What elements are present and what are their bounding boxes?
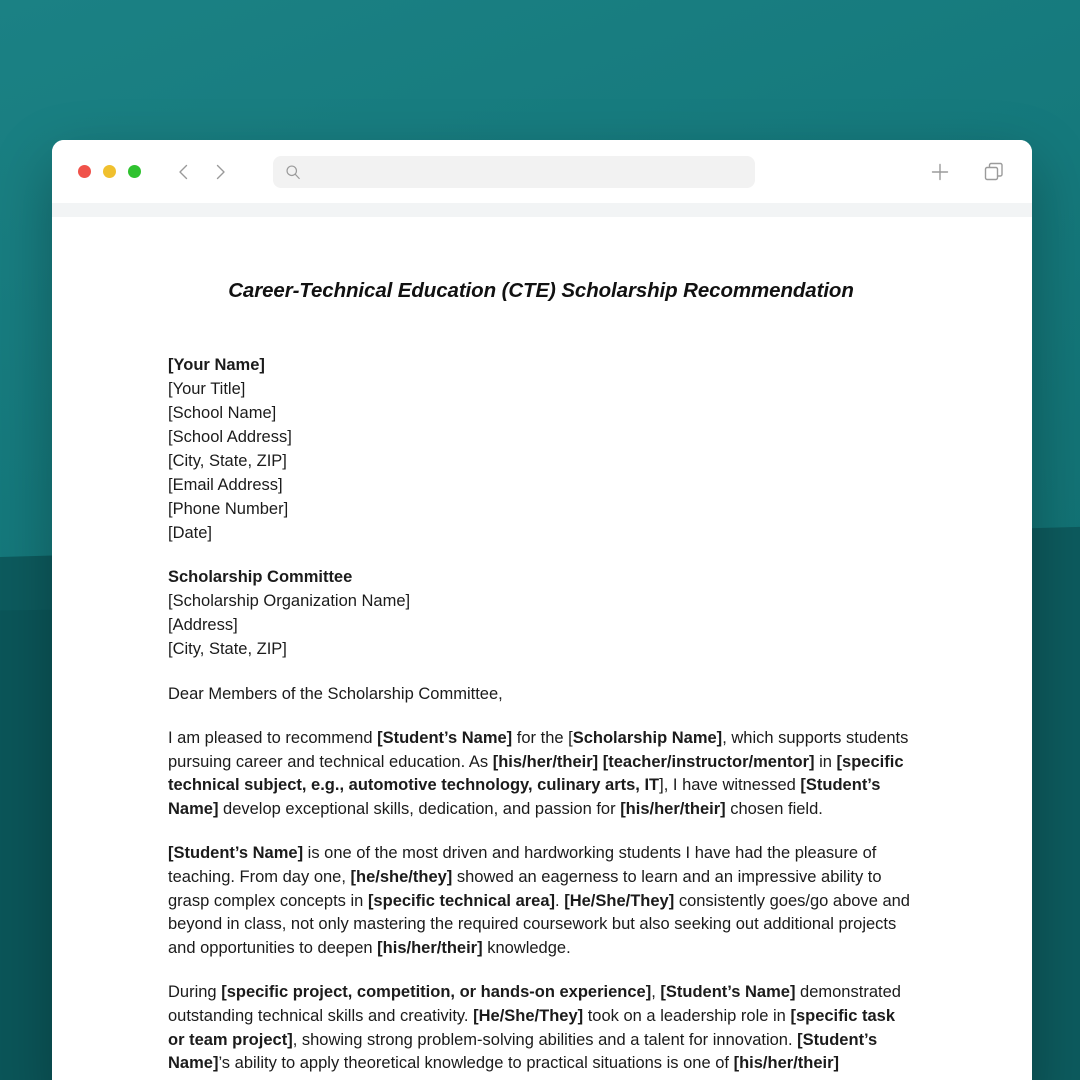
browser-toolbar — [52, 140, 1032, 203]
body-text: , — [651, 982, 661, 1001]
copy-tabs-icon[interactable] — [982, 160, 1006, 184]
recipient-line: [Address] — [168, 616, 238, 634]
placeholder-token: [Student’s Name] — [168, 1030, 878, 1073]
body-text: develop exceptional skills, dedication, and passion for — [218, 800, 621, 819]
placeholder-token: [he/she/they] — [350, 867, 453, 886]
sender-line: [School Address] — [168, 428, 292, 446]
sender-line: [City, State, ZIP] — [168, 452, 287, 470]
search-bar[interactable] — [273, 156, 755, 188]
body-text: chosen field. — [725, 800, 823, 819]
sender-line: [Email Address] — [168, 476, 283, 494]
body-text: knowledge. — [482, 939, 571, 958]
body-text: in — [814, 752, 837, 771]
recipient-line: [Scholarship Organization Name] — [168, 592, 411, 610]
placeholder-token: [Student’s Name] — [660, 982, 796, 1001]
sender-line: [Date] — [168, 524, 213, 542]
placeholder-token: [his/her/their] — [733, 1054, 840, 1073]
recipient-line: [City, State, ZIP] — [168, 640, 287, 658]
page-title: Career-Technical Education (CTE) Scholarship Recommendation — [228, 279, 854, 302]
body-text: , which supports students pursuing career and technical education. As — [168, 728, 909, 771]
body-text: is one of the most driven and hardworking students I have had the pleasure of teaching. From day one, — [168, 843, 877, 886]
browser-window — [52, 140, 1032, 1080]
placeholder-token: [Student’s Name] — [168, 843, 304, 862]
placeholder-token: [his/her/their] [teacher/instructor/mentor] — [492, 752, 815, 771]
recipient-line: Scholarship Committee — [168, 568, 353, 586]
window-controls[interactable] — [78, 165, 141, 178]
body-paragraph — [168, 842, 914, 961]
navigation-controls[interactable] — [173, 161, 231, 183]
body-text: ], I have witnessed — [659, 776, 801, 795]
placeholder-token: [Student’s Name] — [168, 776, 881, 819]
letter-body — [168, 727, 914, 1076]
body-text: took on a leadership role in — [583, 1006, 791, 1025]
body-text: I am pleased to recommend — [168, 728, 378, 747]
placeholder-token: [his/her/their] — [377, 939, 483, 958]
plus-icon[interactable] — [928, 160, 952, 184]
block-spacer — [168, 545, 914, 565]
salutation: Dear Members of the Scholarship Committee, — [168, 685, 503, 703]
placeholder-token: [He/She/They] — [564, 891, 675, 910]
placeholder-token: [specific task or team project] — [168, 1006, 896, 1049]
chevron-left-icon[interactable] — [173, 161, 195, 183]
sender-line: [School Name] — [168, 404, 277, 422]
close-window-button[interactable] — [78, 165, 91, 178]
body-paragraph — [168, 981, 914, 1076]
sender-line: [Phone Number] — [168, 500, 289, 518]
body-text: , showing strong problem-solving abilities and a talent for innovation. — [292, 1030, 798, 1049]
sender-line: [Your Title] — [168, 380, 246, 398]
maximize-window-button[interactable] — [128, 165, 141, 178]
search-icon — [285, 164, 301, 180]
placeholder-token: [specific technical area] — [367, 891, 556, 910]
toolbar-divider-strip — [52, 203, 1032, 217]
placeholder-token: [specific project, competition, or hands-on experience] — [221, 982, 652, 1001]
search-input[interactable] — [310, 164, 743, 179]
placeholder-token: [He/She/They] — [473, 1006, 584, 1025]
placeholder-token: [specific technical subject, e.g., automotive technology, culinary arts, IT — [168, 752, 904, 795]
body-text: . — [555, 891, 565, 910]
document-page — [52, 217, 1032, 1080]
body-paragraph — [168, 727, 914, 822]
chevron-right-icon[interactable] — [209, 161, 231, 183]
body-text: for the [ — [512, 728, 573, 747]
toolbar-right-actions — [928, 160, 1006, 184]
sender-address-block — [168, 353, 914, 545]
body-text: During — [168, 982, 222, 1001]
recipient-address-block — [168, 565, 914, 661]
minimize-window-button[interactable] — [103, 165, 116, 178]
body-text: showed an eagerness to learn and an impressive ability to grasp complex concepts in — [168, 867, 882, 910]
placeholder-token: [Student’s Name] — [377, 728, 513, 747]
placeholder-token: [his/her/their] — [620, 800, 726, 819]
body-text: ’s ability to apply theoretical knowledge to practical situations is one of — [218, 1054, 734, 1073]
placeholder-token: Scholarship Name] — [572, 728, 723, 747]
body-text: consistently goes/go above and beyond in class, not only mastering the required coursework but also seeking out additional projects and opportunities to deepen — [168, 891, 910, 958]
body-text: demonstrated outstanding technical skills and creativity. — [168, 982, 901, 1025]
sender-line: [Your Name] — [168, 356, 265, 374]
